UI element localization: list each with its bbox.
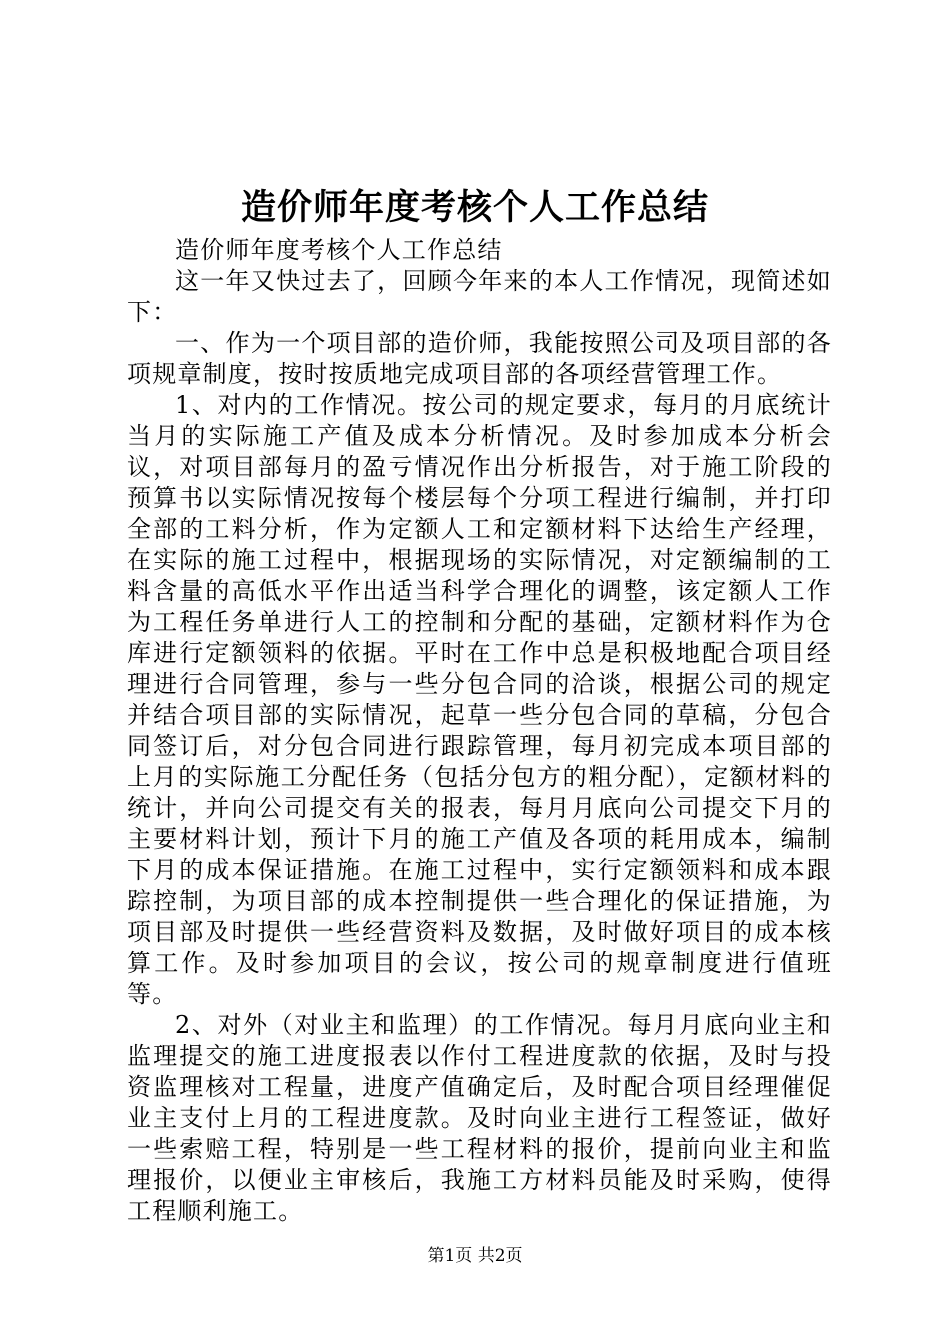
document-title: 造价师年度考核个人工作总结 [240, 187, 709, 228]
page-footer: 第1页 共2页 [427, 1246, 523, 1266]
paragraph-external-work: 2、对外（对业主和监理）的工作情况。每月月底向业主和监理提交的施工进度报表以作付工程进度款的依据，及时与投资监理核对工程量，进度产值确定后，及时配合项目经理催促业主支付上月的工程进度款。及时向业主进行工程签证，做好一些索赔工程，特别是一些工程材料的报价，提前向业主和监理报价，以便业主审核后，我施工方材料员能及时采购，使得工程顺利施工。 [127, 1011, 832, 1225]
document-body [127, 235, 832, 1227]
paragraph-intro: 这一年又快过去了，回顾今年来的本人工作情况，现简述如下： [127, 267, 832, 326]
paragraph-section-one: 一、作为一个项目部的造价师，我能按照公司及项目部的各项规章制度，按时按质地完成项目部的各项经营管理工作。 [127, 329, 832, 388]
paragraph-subtitle: 造价师年度考核个人工作总结 [175, 236, 503, 264]
paragraph-internal-work: 1、对内的工作情况。按公司的规定要求，每月的月底统计当月的实际施工产值及成本分析情况。及时参加成本分析会议，对项目部每月的盈亏情况作出分析报告，对于施工阶段的预算书以实际情况按每个楼层每个分项工程进行编制，并打印全部的工料分析，作为定额人工和定额材料下达给生产经理，在实际的施工过程中，根据现场的实际情况，对定额编制的工料含量的高低水平作出适当科学合理化的调整，该定额人工作为工程任务单进行人工的控制和分配的基础，定额材料作为仓库进行定额领料的依据。平时在工作中总是积极地配合项目经理进行合同管理，参与一些分包合同的洽谈，根据公司的规定并结合项目部的实际情况，起草一些分包合同的草稿，分包合同签订后，对分包合同进行跟踪管理，每月初完成本项目部的上月的实际施工分配任务（包括分包方的粗分配），定额材料的统计，并向公司提交有关的报表，每月月底向公司提交下月的主要材料计划，预计下月的施工产值及各项的耗用成本，编制下月的成本保证措施。在施工过程中，实行定额领料和成本跟踪控制，为项目部的成本控制提供一些合理化的保证措施，为项目部及时提供一些经营资料及数据，及时做好项目的成本核算工作。及时参加项目的会议，按公司的规章制度进行值班等。 [127, 391, 832, 1008]
